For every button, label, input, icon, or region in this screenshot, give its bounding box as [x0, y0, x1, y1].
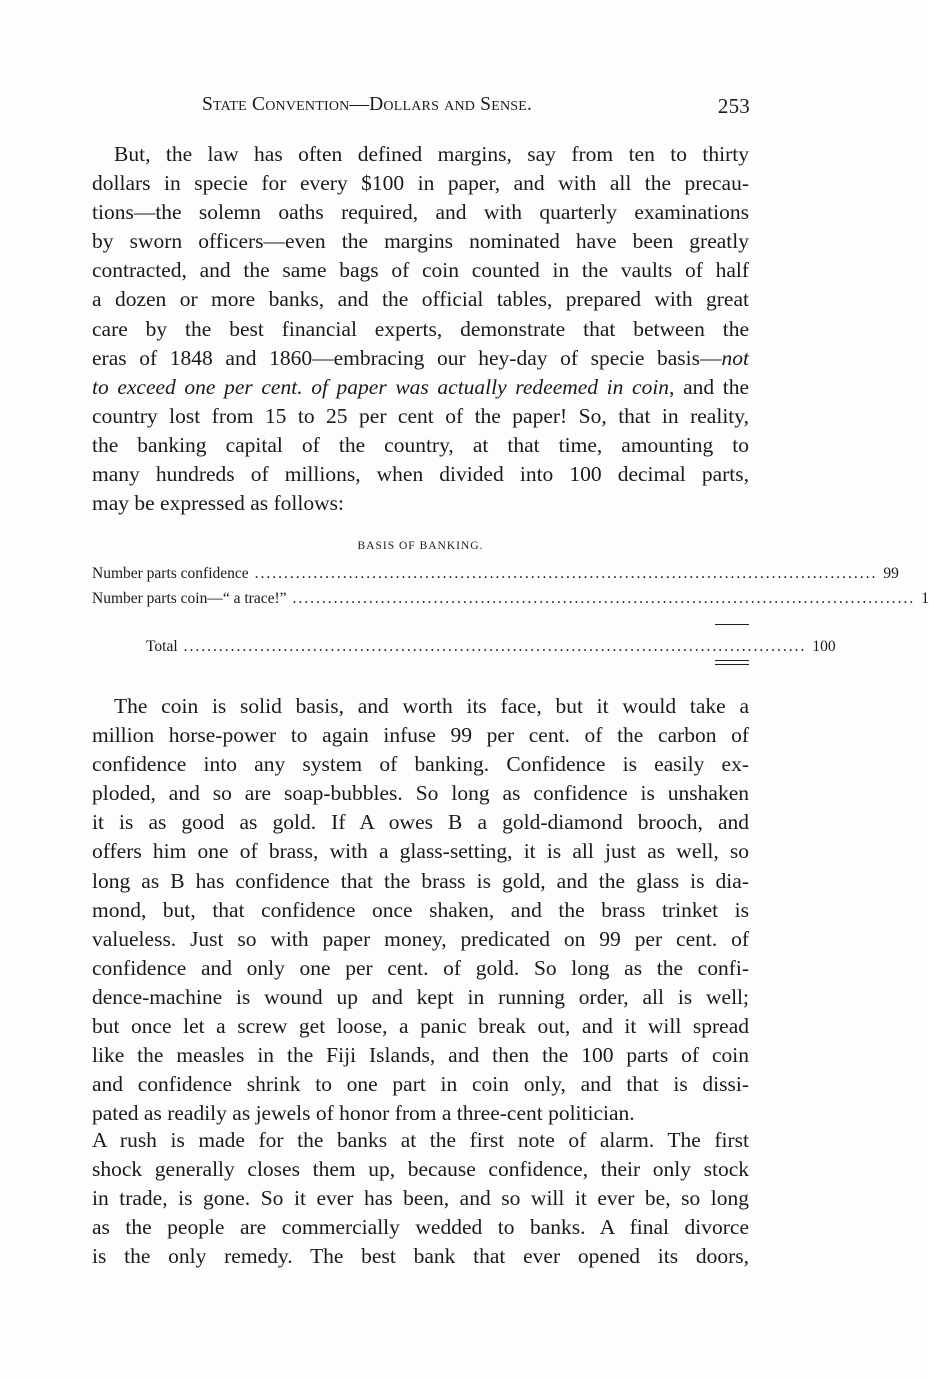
dot-leader: .......................................................................................................... [292, 590, 916, 607]
text-line: shock generally closes them up, because confidence, their only stock [92, 1157, 749, 1182]
text-line: million horse-power to again infuse 99 per cent. of the carbon of [92, 723, 749, 748]
table-row-label: Number parts confidence [92, 565, 249, 582]
text-line: offers him one of brass, with a glass-setting, it is all just as well, so [92, 839, 749, 864]
text-line: long as B has confidence that the brass is gold, and the glass is dia- [92, 868, 749, 893]
text-line: as the people are commercially wedded to banks. A final divorce [92, 1215, 749, 1240]
running-head-title: State Convention—Dollars and Sense. [202, 94, 533, 115]
dot-leader: .......................................................................................................... [254, 565, 878, 582]
italic-text: not [721, 345, 749, 370]
text-line: care by the best financial experts, demonstrate that between the [92, 316, 749, 341]
paragraph-rush [92, 1126, 749, 1271]
text-line: The coin is solid basis, and worth its face, but it would take a [114, 694, 749, 718]
text-line: dollars in specie for every $100 in paper, and with all the precau- [92, 171, 749, 196]
text-line: many hundreds of millions, when divided into 100 decimal parts, [92, 462, 749, 487]
text-line: tions—the solemn oaths required, and with quarterly examinations [92, 200, 749, 225]
text-line: valueless. Just so with paper money, predicated on 99 per cent. of [92, 926, 749, 951]
table-row-value: 99 [883, 565, 899, 582]
text-line [92, 344, 749, 373]
table-total-label: Total [146, 638, 178, 655]
italic-text: to exceed one per cent. of paper was actually redeemed in coin, [92, 374, 675, 399]
total-double-rule [715, 660, 749, 661]
text-line: dence-machine is wound up and kept in running order, all is well; [92, 984, 749, 1009]
text-line: like the measles in the Fiji Islands, and then the 100 parts of coin [92, 1043, 749, 1068]
table-title: BASIS OF BANKING. [357, 540, 484, 552]
text-line-roman: eras of 1848 and 1860—embracing our hey-day of specie basis— [92, 345, 722, 370]
table-row-value: 1 [921, 590, 929, 607]
running-header [92, 94, 750, 122]
text-line-roman: and the [683, 374, 749, 399]
text-line: is the only remedy. The best bank that ever opened its doors, [92, 1244, 749, 1269]
text-line: contracted, and the same bags of coin counted in the vaults of half [92, 258, 749, 283]
text-line: pated as readily as jewels of honor from a three-cent politician. [92, 1101, 635, 1126]
text-line: confidence into any system of banking. Confidence is easily ex- [92, 752, 749, 777]
table-total-row [92, 638, 836, 660]
total-double-rule [715, 664, 749, 665]
table-row [92, 565, 899, 587]
text-line: but once let a screw get loose, a panic break out, and it will spread [92, 1014, 749, 1039]
text-line: and confidence shrink to one part in coin only, and that is dissi- [92, 1072, 749, 1097]
text-line: in trade, is gone. So it ever has been, and so will it ever be, so long [92, 1186, 749, 1211]
table-row-label: Number parts coin—“ a trace!” [92, 590, 287, 607]
text-line: by sworn officers—even the margins nominated have been greatly [92, 229, 749, 254]
table-row [92, 590, 929, 612]
text-line [92, 373, 749, 402]
table-total-value: 100 [812, 638, 836, 655]
text-line: ploded, and so are soap-bubbles. So long as confidence is unshaken [92, 781, 749, 806]
text-line: it is as good as gold. If A owes B a gold-diamond brooch, and [92, 810, 749, 835]
text-line: A rush is made for the banks at the first note of alarm. The first [92, 1128, 749, 1152]
text-line: may be expressed as follows: [92, 491, 344, 516]
paragraph-margins [92, 140, 749, 518]
paragraph-confidence [92, 692, 749, 1128]
text-line: mond, but, that confidence once shaken, and the brass trinket is [92, 897, 749, 922]
text-line: the banking capital of the country, at that time, amounting to [92, 432, 749, 457]
text-line: confidence and only one per cent. of gold. So long as the confi- [92, 955, 749, 980]
text-line: But, the law has often defined margins, say from ten to thirty [114, 142, 749, 166]
page-number: 253 [717, 94, 750, 118]
text-line: a dozen or more banks, and the official tables, prepared with great [92, 287, 749, 312]
sum-rule [715, 624, 749, 625]
text-line: country lost from 15 to 25 per cent of the paper! So, that in reality, [92, 403, 749, 428]
dot-leader: .......................................................................................................... [183, 638, 807, 655]
